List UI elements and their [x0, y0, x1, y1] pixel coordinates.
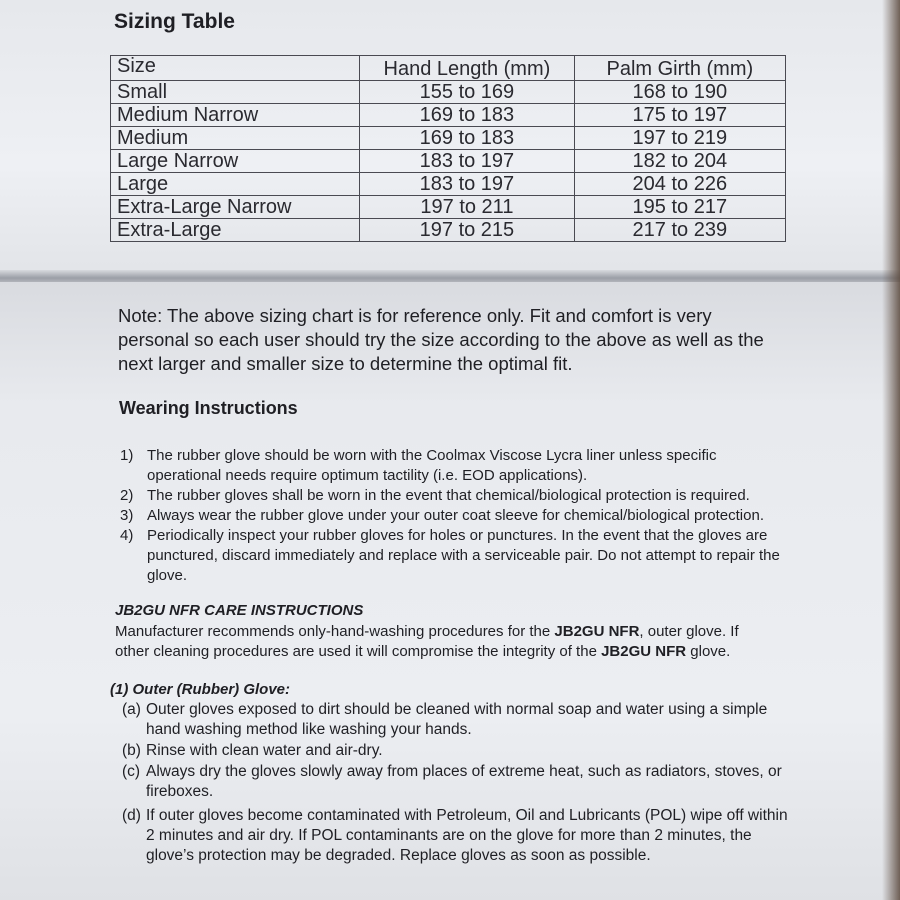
- palm-girth-cell: 182 to 204: [574, 150, 785, 173]
- item-number: 4): [120, 527, 134, 544]
- palm-girth-cell: 195 to 217: [574, 196, 785, 219]
- item-text: Outer gloves exposed to dirt should be cleaned with normal soap and water using a simple hand washing method like washing your hands.: [146, 701, 768, 738]
- size-cell: Large Narrow: [111, 150, 360, 173]
- list-item: [122, 762, 792, 802]
- hand-length-cell: 183 to 197: [360, 173, 574, 196]
- hand-length-cell: 155 to 169: [360, 81, 574, 104]
- background-edge: [882, 0, 900, 900]
- sizing-note: Note: The above sizing chart is for reference only. Fit and comfort is very personal so each user should try the size according to the above as well as the next larger and smaller size to determine the optimal fit.: [118, 305, 764, 374]
- size-cell: Medium: [111, 127, 360, 150]
- item-number: 1): [120, 447, 134, 464]
- hand-length-cell: 169 to 183: [360, 104, 574, 127]
- table-row: [111, 104, 786, 127]
- wearing-instructions-title: Wearing Instructions: [119, 398, 298, 418]
- care-text: glove.: [686, 643, 731, 660]
- sizing-table: [110, 55, 786, 242]
- size-cell: Small: [111, 81, 360, 104]
- item-label: (a): [122, 701, 141, 718]
- care-instructions-description: [115, 622, 775, 662]
- item-number: 2): [120, 487, 134, 504]
- table-row: [111, 173, 786, 196]
- header-hand-length: Hand Length (mm): [360, 56, 574, 81]
- item-text: The rubber glove should be worn with the Coolmax Viscose Lycra liner unless specific operational needs require optimum tactility (i.e. EOD applications).: [147, 447, 717, 484]
- outer-glove-title: (1) Outer (Rubber) Glove:: [110, 681, 291, 698]
- list-item: [122, 700, 792, 740]
- item-text: Rinse with clean water and air-dry.: [146, 742, 383, 759]
- care-text: , outer glove. If other cleaning procedures are used it will compromise the integrity of the: [115, 623, 739, 660]
- size-cell: Extra-Large: [111, 219, 360, 242]
- care-instructions-title: JB2GU NFR CARE INSTRUCTIONS: [115, 602, 364, 619]
- list-item: [122, 806, 792, 866]
- list-item: [120, 446, 780, 486]
- palm-girth-cell: 175 to 197: [574, 104, 785, 127]
- palm-girth-cell: 204 to 226: [574, 173, 785, 196]
- item-text: The rubber gloves shall be worn in the event that chemical/biological protection is required.: [147, 487, 750, 504]
- size-cell: Large: [111, 173, 360, 196]
- item-label: (c): [122, 763, 141, 780]
- sizing-table-header-row: [111, 56, 786, 81]
- palm-girth-cell: 217 to 239: [574, 219, 785, 242]
- hand-length-cell: 197 to 211: [360, 196, 574, 219]
- table-row: [111, 196, 786, 219]
- header-palm-girth: Palm Girth (mm): [574, 56, 785, 81]
- list-item: [120, 486, 780, 506]
- table-row: [111, 81, 786, 104]
- list-item: [122, 741, 792, 761]
- palm-girth-cell: 197 to 219: [574, 127, 785, 150]
- item-label: (b): [122, 742, 141, 759]
- list-item: [120, 506, 780, 526]
- page-upper-panel: [0, 0, 900, 276]
- table-row: [111, 150, 786, 173]
- item-text: Always wear the rubber glove under your outer coat sleeve for chemical/biological protection.: [147, 507, 764, 524]
- product-name: JB2GU NFR: [601, 643, 687, 660]
- size-cell: Extra-Large Narrow: [111, 196, 360, 219]
- item-label: (d): [122, 807, 141, 824]
- list-item: [120, 526, 780, 586]
- outer-glove-list: [122, 700, 792, 867]
- item-text: If outer gloves become contaminated with Petroleum, Oil and Lubricants (POL) wipe off within 2 minutes and air dry. If POL contaminants are on the glove for more than 2 minutes, the glove’s protection may be degraded. Replace gloves as soon as possible.: [146, 807, 788, 864]
- table-row: [111, 219, 786, 242]
- item-number: 3): [120, 507, 134, 524]
- sizing-table-title: Sizing Table: [114, 10, 235, 33]
- palm-girth-cell: 168 to 190: [574, 81, 785, 104]
- hand-length-cell: 169 to 183: [360, 127, 574, 150]
- item-text: Always dry the gloves slowly away from places of extreme heat, such as radiators, stoves, or fireboxes.: [146, 763, 782, 800]
- size-cell: Medium Narrow: [111, 104, 360, 127]
- table-row: [111, 127, 786, 150]
- header-size: Size: [111, 56, 360, 81]
- hand-length-cell: 183 to 197: [360, 150, 574, 173]
- wearing-instructions-list: [120, 446, 780, 586]
- item-text: Periodically inspect your rubber gloves for holes or punctures. In the event that the gloves are punctured, discard immediately and replace with a serviceable pair. Do not attempt to repair the glove.: [147, 527, 780, 584]
- hand-length-cell: 197 to 215: [360, 219, 574, 242]
- care-text: Manufacturer recommends only-hand-washing procedures for the: [115, 623, 555, 640]
- product-name: JB2GU NFR: [554, 623, 640, 640]
